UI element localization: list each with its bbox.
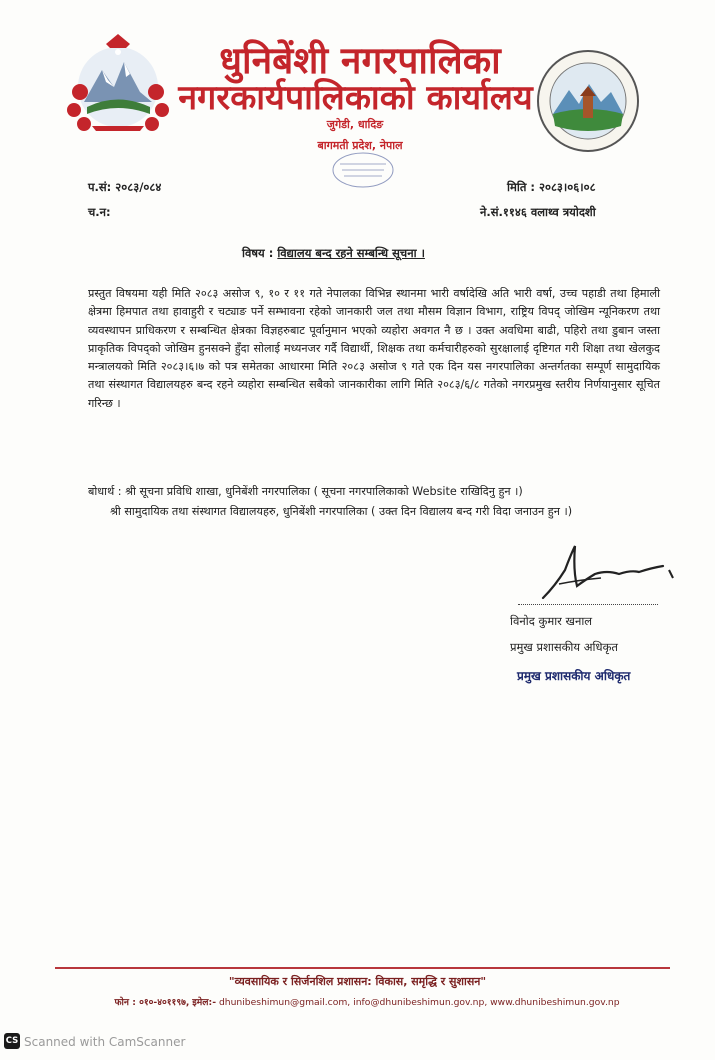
phone-label: फोन : ०१०-४०११९७, (114, 997, 190, 1008)
subject-text: विद्यालय बन्द रहने सम्बन्धि सूचना । (277, 246, 425, 260)
cc-line-1: बोधार्थ : श्री सूचना प्रविधि शाखा, धुनिबेंशी नगरपालिका ( सूचना नगरपालिकाको Website राखिदिनु हुन ।) (88, 485, 523, 498)
dispatch-number: च.न: (88, 205, 111, 219)
office-name: नगरकार्यपालिकाको कार्यालय (178, 78, 533, 118)
cc-section (88, 482, 648, 522)
nepal-sambat-date: ने.सं.११४६ वलाथ्व त्रयोदशी (480, 205, 596, 219)
office-stamp-icon (330, 150, 396, 190)
footer-motto: "व्यवसायिक र सिर्जनशिल प्रशासन: विकास, समृद्धि र सुशासन" (228, 975, 487, 988)
cc-line-2: श्री सामुदायिक तथा संस्थागत विद्यालयहरु, धुनिबेंशी नगरपालिका ( उक्त दिन विद्यालय बन्द गरी विदा जनाउन हुन ।) (110, 505, 573, 518)
signature-icon (535, 540, 685, 610)
subject-label: विषय : (242, 246, 274, 260)
nepal-emblem-icon (62, 32, 174, 132)
camscanner-watermark: Scanned with CamScanner (24, 1035, 186, 1049)
footer-contact (62, 995, 672, 1008)
subject-line (242, 246, 425, 261)
contact-details: dhunibeshimun@gmail.com, info@dhunibeshimun.gov.np, www.dhunibeshimun.gov.np (218, 997, 620, 1008)
camscanner-logo-icon: CS (4, 1033, 20, 1049)
address-line-1: जुगेडी, धादिङ (326, 118, 384, 131)
address-line-2: बागमती प्रदेश, नेपाल (317, 139, 403, 152)
signatory-title: प्रमुख प्रशासकीय अधिकृत (510, 640, 618, 654)
reference-number: प.सं: २०८३/०८४ (88, 180, 162, 194)
municipality-name: धुनिबेंशी नगरपालिका (219, 39, 501, 82)
footer-divider (55, 967, 670, 969)
municipality-logo-icon (535, 48, 641, 154)
letter-date: मिति : २०८३।०६।०८ (507, 180, 596, 194)
designation-stamp: प्रमुख प्रशासकीय अधिकृत (517, 669, 631, 683)
signatory-name: विनोद कुमार खनाल (510, 614, 593, 628)
notice-body: प्रस्तुत विषयमा यही मिति २०८३ असोज ९, १० र ११ गते नेपालका विभिन्न स्थानमा भारी वर्षादेखि अति भारी वर्षा, उच्च पहाडी तथा हिमाली क्षेत्रमा हिमपात तथा हावाहुरी र चट्याङ पर्ने सम्भावना रहेको जानकारी जल तथा मौसम विज्ञान विभाग, राष्ट्रिय विपद् जोखिम न्यूनिकरण तथा व्यवस्थापन प्राधिकरण र सम्बन्धित क्षेत्रका विज्ञहरुबाट पूर्वानुमान भएको व्यहोरा अवगत नै छ । उक्त अवधिमा बाढी, पहिरो तथा डुबान जस्ता प्राकृतिक विपद्को जोखिम हुनसक्ने हुँदा सोलाई मध्यनजर गर्दै विद्यार्थी, शिक्षक तथा कर्मचारीहरुको सुरक्षालाई दृष्टिगत गरी शिक्षा तथा खेलकुद मन्त्रालयको मिति २०८३।६।७ को पत्र समेतका आधारमा मिति २०८३ असोज ९ गते एक दिन यस नगरपालिका अन्तर्गतका सम्पूर्ण सामुदायिक तथा संस्थागत विद्यालयहरु बन्द रहने व्यहोरा सम्बन्धित सबैको जानकारीका लागि मिति २०८३/६/८ गतेको नगरप्रमुख स्तरीय निर्णयानुसार सूचित गरिन्छ । (88, 287, 660, 410)
email-label: इमेल:- (192, 997, 217, 1008)
signature-line (518, 604, 658, 605)
